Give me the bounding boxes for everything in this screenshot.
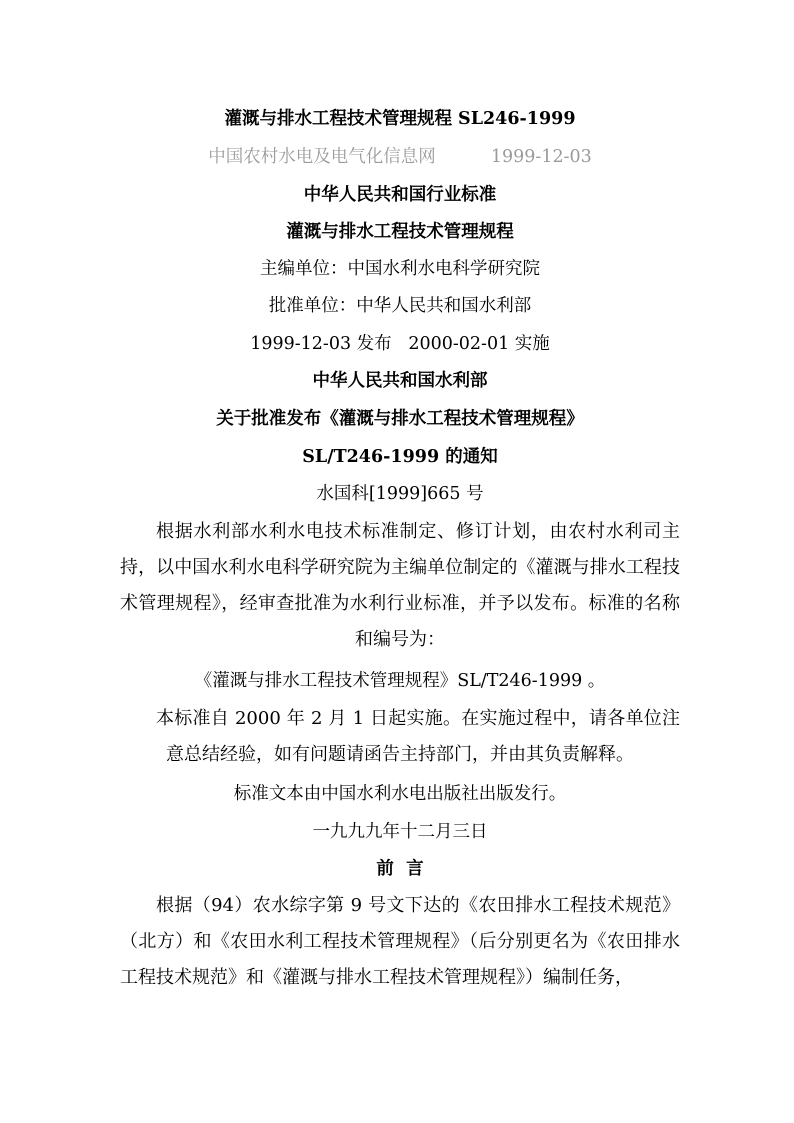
editor-unit: 主编单位：中国水利水电科学研究院	[260, 259, 540, 279]
notice-title-line2: SL/T246-1999 的通知	[302, 447, 498, 467]
standard-reference: 《灌溉与排水工程技术管理规程》SL/T246-1999 。	[194, 671, 606, 691]
source-date: 1999-12-03	[490, 147, 592, 167]
approval-unit: 批准单位：中华人民共和国水利部	[268, 296, 532, 316]
preface-heading: 前 言	[376, 859, 424, 879]
notice-title-line1: 关于批准发布《灌溉与排水工程技术管理规程》	[216, 409, 584, 429]
document-number: 水国科[1999]665 号	[316, 484, 484, 504]
source-line	[110, 145, 690, 169]
notice-date: 一九九九年十二月三日	[312, 822, 488, 842]
ministry-heading: 中华人民共和国水利部	[312, 371, 488, 391]
notice-paragraph-2: 本标准自 2000 年 2 月 1 日起实施。在实施过程中，请各单位注意总结经验，如有问题请函告主持部门，并由其负责解释。	[156, 708, 680, 765]
notice-paragraph-3: 标准文本由中国水利水电出版社出版发行。	[233, 784, 567, 804]
document-title: 灌溉与排水工程技术管理规程 SL246-1999	[224, 109, 576, 129]
preface-paragraph-1: 根据（94）农水综字第 9 号文下达的《农田排水工程技术规范》（北方）和《农田水利工程技术管理规程》（后分别更名为《农田排水工程技术规范》和《灌溉与排水工程技术管理规程》）编制任务，	[120, 895, 680, 988]
standard-name: 灌溉与排水工程技术管理规程	[286, 222, 514, 242]
issue-dates: 1999-12-03 发布 2000-02-01 实施	[250, 334, 550, 354]
notice-paragraph-1: 根据水利部水利水电技术标准制定、修订计划，由农村水利司主持，以中国水利水电科学研究院为主编单位制定的《灌溉与排水工程技术管理规程》，经审查批准为水利行业标准，并予以发布。标准的名称和编号为：	[120, 521, 680, 650]
national-standard-label: 中华人民共和国行业标准	[303, 185, 497, 205]
source-name: 中国农村水电及电气化信息网	[208, 147, 436, 167]
